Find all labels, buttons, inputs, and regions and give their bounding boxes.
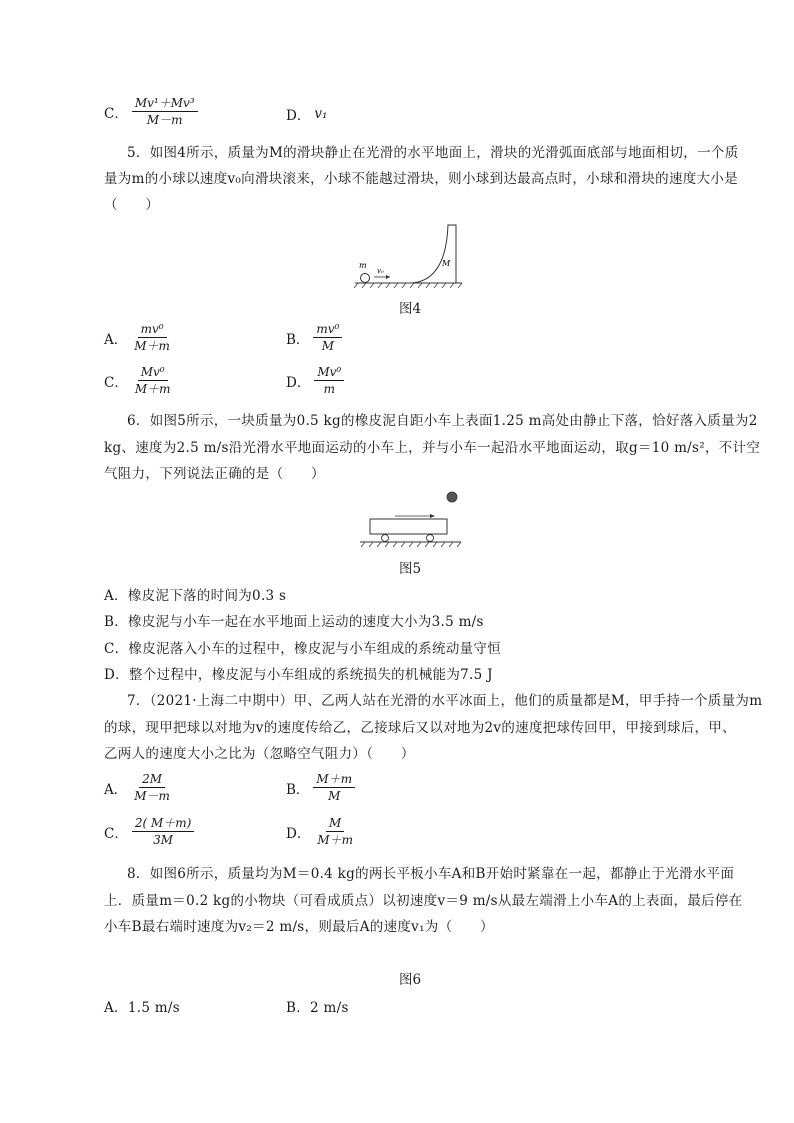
q7-option-b-numerator: M＋m	[313, 772, 355, 788]
q4-option-c-numerator: Mv¹＋Mv³	[132, 96, 198, 112]
q7-option-b-label: B．	[286, 781, 310, 798]
velocity-arrowhead	[386, 275, 390, 279]
q5-option-a-fraction	[131, 322, 173, 353]
q7-option-d-label: D．	[286, 825, 311, 842]
clay-ball	[447, 492, 457, 502]
q5-option-c-fraction	[132, 365, 174, 396]
q4-option-c-denominator: M－m	[146, 113, 183, 127]
q7-option-b[interactable]	[286, 772, 355, 803]
q5-option-d[interactable]	[286, 365, 344, 396]
q5-option-d-denominator: m	[323, 382, 335, 396]
q7-option-a-denominator: M－m	[134, 789, 170, 803]
q7-option-c-denominator: 3M	[153, 833, 174, 847]
q5-option-a-denominator: M＋m	[134, 339, 170, 353]
slider-block-M	[412, 225, 456, 283]
q5-option-a[interactable]	[104, 322, 173, 353]
q6-option-c[interactable]: C．橡皮泥落入小车的过程中，橡皮泥与小车组成的系统动量守恒	[104, 641, 502, 657]
q8-stem-line1: 8．如图6所示，质量均为M＝0.4 kg的两长平板小车A和B开始时紧靠在一起，都静止于光滑水平面	[127, 866, 735, 882]
q5-figure-caption: 图4	[399, 301, 422, 317]
q4-option-c-fraction	[132, 96, 198, 127]
q5-option-b[interactable]	[286, 322, 342, 353]
q5-option-b-denominator: M	[321, 339, 335, 353]
q4-option-c[interactable]	[104, 96, 198, 127]
q5-figure-4	[350, 222, 465, 288]
q8-stem-line3: 小车B最右端时速度为v₂＝2 m/s，则最后A的速度v₁为（ ）	[104, 919, 494, 935]
q5-option-d-fraction	[314, 365, 344, 396]
q5-option-a-numerator: mv⁰	[138, 322, 167, 338]
q7-stem-line1: 7．（2021·上海二中期中）甲、乙两人站在光滑的水平冰面上，他们的质量都是M，甲手持一个质量为m	[127, 693, 763, 709]
q6-stem-line1: 6．如图5所示，一块质量为0.5 kg的橡皮泥自距小车上表面1.25 m高处由静止下落，恰好落入质量为2	[127, 413, 758, 429]
q4-option-d[interactable]	[286, 104, 327, 124]
q7-option-d-numerator: M	[326, 816, 344, 832]
q5-option-c-denominator: M＋m	[134, 382, 171, 396]
q5-option-c-label: C．	[104, 374, 128, 391]
label-M: M	[442, 259, 451, 268]
q7-option-a-numerator: 2M	[139, 772, 165, 788]
q5-option-c[interactable]	[104, 365, 174, 396]
q4-option-d-label: D．	[286, 108, 311, 124]
ball-m	[361, 274, 370, 283]
q4-option-c-label: C．	[104, 105, 128, 122]
q7-option-c-label: C．	[104, 825, 128, 842]
q6-option-d[interactable]: D．整个过程中，橡皮泥与小车组成的系统损失的机械能为7.5 J	[104, 667, 493, 683]
q5-option-c-numerator: Mv⁰	[138, 365, 168, 381]
q7-option-a-fraction	[131, 772, 173, 803]
cart-wheel-left	[382, 535, 389, 542]
q7-option-d-denominator: M＋m	[317, 833, 353, 847]
q5-option-a-label: A．	[104, 331, 128, 348]
q7-option-d-fraction	[314, 816, 356, 847]
q6-option-b[interactable]: B．橡皮泥与小车一起在水平地面上运动的速度大小为3.5 m/s	[104, 614, 484, 630]
cart-velocity-arrowhead	[430, 514, 435, 518]
q6-figure-caption: 图5	[399, 561, 422, 577]
q5-option-d-numerator: Mv⁰	[314, 365, 344, 381]
cart-wheel-right	[427, 535, 434, 542]
q7-option-a-label: A．	[104, 781, 128, 798]
label-m: m	[359, 261, 367, 270]
q5-option-b-label: B．	[286, 331, 310, 348]
q7-option-d[interactable]	[286, 816, 356, 847]
q7-option-c-fraction	[132, 816, 194, 847]
q8-option-b[interactable]: B．2 m/s	[286, 1000, 349, 1016]
label-v0: v₀	[377, 267, 384, 275]
cart-body	[370, 519, 447, 534]
q5-option-b-numerator: mv⁰	[313, 322, 342, 338]
q8-option-a[interactable]: A．1.5 m/s	[104, 1000, 180, 1016]
q6-stem-line3: 气阻力，下列说法正确的是（ ）	[104, 466, 325, 482]
q7-option-b-denominator: M	[328, 789, 341, 803]
q6-option-a[interactable]: A．橡皮泥下落的时间为0.3 s	[104, 588, 287, 604]
q5-stem-line2: 量为m的小球以速度v₀向滑块滚来，小球不能越过滑块，则小球到达最高点时，小球和滑块的速度大小是	[104, 171, 738, 187]
ground-hatching	[354, 283, 462, 288]
q7-option-b-fraction	[313, 772, 355, 803]
floor-hatching	[361, 542, 461, 547]
q5-option-d-label: D．	[286, 374, 311, 391]
q6-stem-line2: kg、速度为2.5 m/s沿光滑水平地面运动的小车上，并与小车一起沿水平地面运动，取g＝10 m/s²，不计空	[104, 440, 761, 456]
q8-figure-caption: 图6	[399, 972, 422, 988]
q6-figure-5	[355, 487, 463, 549]
q5-stem-line1: 5．如图4所示，质量为M的滑块静止在光滑的水平地面上，滑块的光滑弧面底部与地面相切，一个质	[127, 145, 739, 161]
q5-option-b-fraction	[313, 322, 342, 353]
q7-option-a[interactable]	[104, 772, 173, 803]
q5-stem-line3: （ ）	[104, 197, 160, 213]
q7-option-c-numerator: 2( M＋m)	[132, 816, 194, 832]
q8-stem-line2: 上．质量m＝0.2 kg的小物块（可看成质点）以初速度v＝9 m/s从最左端滑上小车A的上表面，最后停在	[104, 893, 743, 909]
q7-stem-line3: 乙两人的速度大小之比为（忽略空气阻力）（ ）	[104, 746, 415, 762]
q7-stem-line2: 的球，现甲把球以对地为v的速度传给乙，乙接球后又以对地为2v的速度把球传回甲，甲接到球后，甲、	[104, 720, 736, 736]
q7-option-c[interactable]	[104, 816, 194, 847]
q4-option-d-value: v₁	[314, 106, 328, 122]
